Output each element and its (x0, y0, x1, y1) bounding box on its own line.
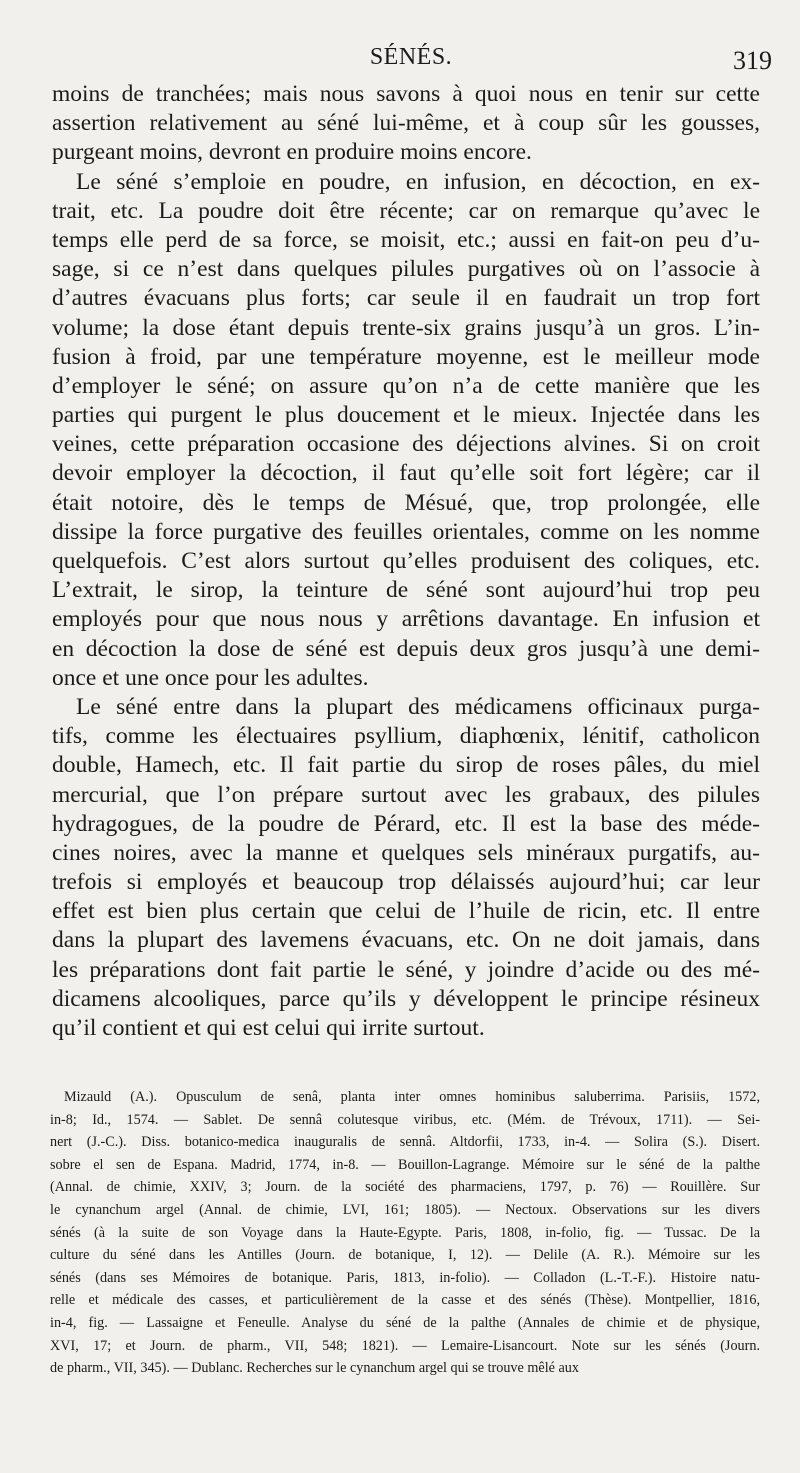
text-line: dicamens alcooliques, parce qu’ils y développent le principe résineux (52, 985, 760, 1012)
text-line: double, Hamech, etc. Il fait partie du sirop de roses pâles, du miel (52, 752, 760, 779)
note-line: in-4, fig. — Lassaigne et Feneulle. Analyse du séné de la palthe (Annales de chimie et de physique, (50, 1314, 760, 1331)
note-line: (Annal. de chimie, XXIV, 3; Journ. de la société des pharmaciens, 1797, p. 76) — Rouillère. Sur (50, 1179, 760, 1196)
text-line: L’extrait, le sirop, la teinture de séné sont aujourd’hui trop peu (52, 577, 760, 604)
text-line: employés pour que nous nous y arrêtions davantage. En infusion et (52, 606, 760, 633)
text-line: d’autres évacuans plus forts; car seule il en faudrait un trop fort (52, 285, 760, 312)
text-line: mercurial, que l’on prépare surtout avec les grabaux, des pilules (52, 781, 760, 808)
note-line: le cynanchum argel (Annal. de chimie, LVI, 161; 1805). — Nectoux. Observations sur les divers (50, 1201, 760, 1218)
text-line: Le séné s’emploie en poudre, en infusion, en décoction, en ex- (76, 168, 760, 195)
bibliography-notes (50, 1086, 760, 1380)
text-line: les préparations dont fait partie le séné, y joindre d’acide ou des mé- (52, 956, 760, 983)
note-line: de pharm., VII, 345). — Dublanc. Recherches sur le cynanchum argel qui se trouve mêlé aux (50, 1360, 579, 1377)
text-line: d’employer le séné; on assure qu’on n’a de cette manière que les (52, 372, 760, 399)
text-line: moins de tranchées; mais nous savons à quoi nous en tenir sur cette (52, 81, 760, 107)
text-line: en décoction la dose de séné est depuis deux gros jusqu’à une demi- (52, 635, 760, 662)
running-head (50, 44, 772, 84)
note-line: in-8; Id., 1574. — Sablet. De sennâ colutesque viribus, etc. (Mém. de Trévoux, 1711). — Sei- (50, 1111, 760, 1128)
text-line: trefois si employés et beaucoup trop délaissés aujourd’hui; car leur (52, 869, 760, 896)
text-line: quelquefois. C’est alors surtout qu’elles produisent des coliques, etc. (52, 548, 760, 574)
text-line: effet est bien plus certain que celui de l’huile de ricin, etc. Il entre (52, 898, 760, 925)
text-line: devoir employer la décoction, il faut qu’elle soit fort légère; car il (52, 460, 760, 487)
note-line: sénés (dans ses Mémoires de botanique. Paris, 1813, in-folio). — Colladon (L.-T.-F.). Histoire natu- (50, 1269, 760, 1286)
text-line: qu’il contient et qui est celui qui irrite surtout. (52, 1015, 485, 1041)
text-line: volume; la dose étant depuis trente-six grains jusqu’à un gros. L’in- (52, 314, 760, 341)
note-line: XVI, 17; et Journ. de pharm., VII, 548; 1821). — Lemaire-Lisancourt. Note sur les sénés (Journ. (50, 1337, 760, 1354)
page-number: 319 (733, 46, 772, 75)
text-line: était notoire, dès le temps de Mésué, que, trop prolongée, elle (52, 489, 760, 516)
note-line: culture du séné dans les Antilles (Journ. de botanique, I, 12). — Delile (A. R.). Mémoire sur les (50, 1247, 760, 1264)
note-line: Mizauld (A.). Opusculum de senâ, planta inter omnes hominibus saluberrima. Parisiis, 1572, (64, 1089, 760, 1105)
text-line: once et une once pour les adultes. (52, 664, 369, 691)
text-line: tifs, comme les électuaires psyllium, diaphœnix, lénitif, catholicon (52, 723, 760, 750)
text-line: temps elle perd de sa force, se moisit, etc.; aussi en fait-on peu d’u- (52, 226, 760, 253)
text-line: fusion à froid, par une température moyenne, est le meilleur mode (52, 343, 760, 370)
text-line: parties qui purgent le plus doucement et le mieux. Injectée dans les (52, 402, 760, 429)
body-text (52, 80, 760, 1043)
text-line: assertion relativement au séné lui-même, et à coup sûr les gousses, (52, 110, 760, 137)
text-line: sage, si ce n’est dans quelques pilules purgatives où on l’associe à (52, 256, 760, 283)
note-line: sobre el sen de Espana. Madrid, 1774, in-8. — Bouillon-Lagrange. Mémoire sur le séné de la palthe (50, 1156, 760, 1173)
running-head-title: SÉNÉS. (369, 44, 453, 70)
text-line: cines noires, avec la manne et quelques sels minéraux purgatifs, au- (52, 839, 760, 866)
text-line: trait, etc. La poudre doit être récente; car on remarque qu’avec le (52, 197, 760, 224)
text-line: hydragogues, de la poudre de Pérard, etc. Il est la base des méde- (52, 810, 760, 837)
note-line: sénés (à la suite de son Voyage dans la Haute-Egypte. Paris, 1808, in-folio, fig. — Tussac. De la (50, 1224, 760, 1241)
text-line: dissipe la force purgative des feuilles orientales, comme on les nomme (52, 518, 760, 545)
note-line: nert (J.-C.). Diss. botanico-medica inauguralis de sennâ. Altdorfii, 1733, in-4. — Solira (S.). Disert. (50, 1134, 760, 1151)
text-line: dans la plupart des lavemens évacuans, etc. On ne doit jamais, dans (52, 927, 760, 954)
text-line: Le séné entre dans la plupart des médicamens officinaux purga- (76, 693, 760, 720)
text-line: veines, cette préparation occasione des déjections alvines. Si on croit (52, 431, 760, 458)
text-line: purgeant moins, devront en produire moins encore. (52, 139, 532, 166)
note-line: relle et médicale des casses, et particulièrement de la casse et des sénés (Thèse). Montpellier, 1816, (50, 1292, 760, 1309)
